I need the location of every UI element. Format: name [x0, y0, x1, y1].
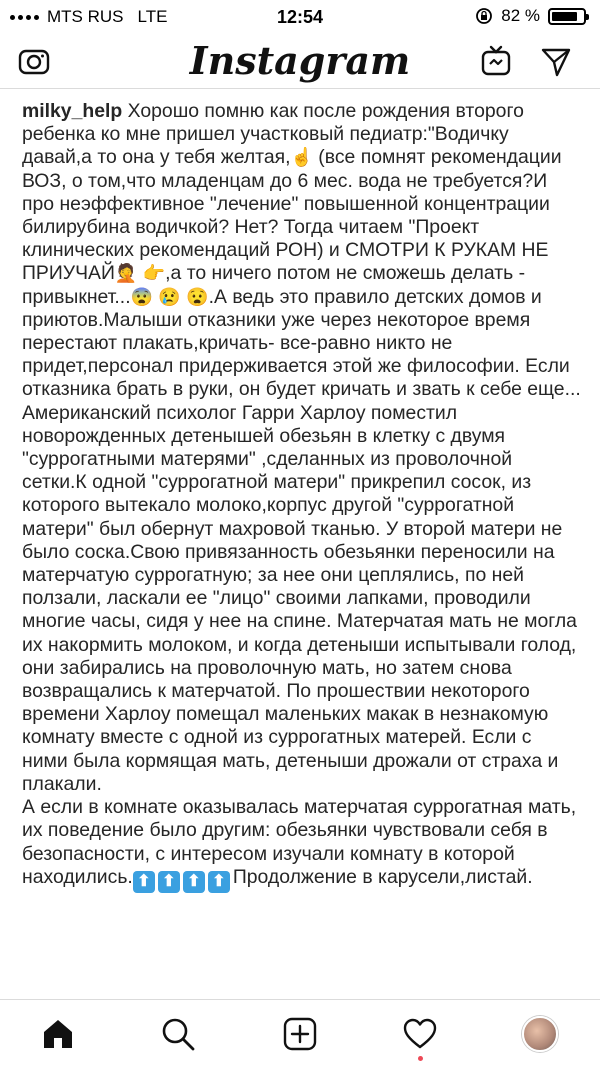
caption-text: Продолжение в карусели,листай.: [232, 865, 533, 888]
carrier-label: MTS RUS: [47, 7, 124, 26]
rotation-lock-icon: [475, 7, 493, 25]
post-caption: [22, 100, 582, 1000]
new-post-icon: [282, 1016, 318, 1052]
caption-text: ,а то ничего потом не сможешь делать - привыкнет...: [22, 262, 526, 308]
battery-icon: [548, 8, 586, 25]
status-bar: [0, 0, 600, 34]
username-link[interactable]: milky_help: [22, 100, 123, 122]
caption-text: Хорошо помню как после рождения второго ребенка ко мне пришел участковый педиатр:"Водичку давай,а то она у тебя желтая,: [22, 100, 524, 169]
clock: 12:54: [276, 7, 324, 27]
caption-text: находились.: [22, 865, 133, 888]
point-up-emoji: ☝: [290, 147, 313, 168]
caption-paragraph: [22, 796, 582, 893]
activity-tab[interactable]: [400, 1014, 440, 1054]
point-right-emoji: 👉: [142, 263, 166, 284]
network-label: LTE: [137, 7, 168, 26]
direct-icon[interactable]: [538, 43, 574, 79]
instagram-logo[interactable]: Instagram: [189, 38, 411, 83]
up-arrow-emoji: ⬆: [158, 871, 180, 893]
heart-icon: [402, 1016, 438, 1052]
scared-emoji: 😨: [130, 286, 154, 307]
battery-percent: 82 %: [501, 6, 540, 25]
notification-dot: [418, 1056, 423, 1061]
profile-tab[interactable]: [520, 1014, 560, 1054]
up-arrow-emoji: ⬆: [183, 871, 205, 893]
home-tab[interactable]: [38, 1014, 78, 1054]
search-tab[interactable]: [158, 1014, 198, 1054]
cry-emoji: 😢: [158, 286, 181, 307]
new-post-tab[interactable]: [280, 1014, 320, 1054]
caption-text: (все помнят рекомендации ВОЗ, о том,что младенцам до 6 мес. вода не требуется?И про неэффективное "лечение" повышенной концентрации билирубина водичкой? Нет? Тогда читаем "Проект клинических рекомендаций РОН) и СМОТРИ К РУКАМ НЕ ПРИУЧАЙ: [22, 146, 562, 285]
bottom-navigation: [0, 999, 600, 1066]
up-arrow-emoji: ⬆: [133, 871, 155, 893]
caption-text: А если в комнате оказывалась матерчатая суррогатная мать, их поведение было другим: обезьянки чувствовали себя в безопасности, с интересом изучали комнату в которой: [22, 796, 577, 865]
igtv-icon[interactable]: [478, 43, 514, 79]
caption-text: .А ведь это правило детских домов и приютов.Малыши отказники уже через некоторое время перестают плакать,кричать- все-равно никто не придет,персонал придерживается этой же философии. Если отказника брать в руки, он будет кричать и звать к себе еще...: [22, 285, 581, 401]
facepalm-emoji: 🤦: [114, 263, 138, 284]
up-arrow-emoji: ⬆: [208, 871, 230, 893]
search-icon: [160, 1016, 196, 1052]
home-icon: [40, 1016, 76, 1052]
worried-emoji: 😧: [186, 286, 209, 307]
caption-paragraph: Американский психолог Гарри Харлоу поместил новорожденных детенышей обезьян в клетку с двумя "суррогатными матерями" ,сделанных из проволочной сетки.К одной "суррогатной матери" прикрепил сосок, из которого вытекало молоко,корпус другой "суррогатной матери" был обернут махровой тканью. У второй матери не было соска.Свою привязанность обезьянки переносили на матерчатую суррогатную; за нее они цеплялись, по ней ползали, ласкали ее "лицо" своими лапками, проводили многие часы, сидя у нее на спине. Матерчатая мать не могла их накормить молоком, и когда детеныши испытывали голод, они забирались на проволочную мать, но затем снова возвращались к матерчатой. По прошествии некоторого времени Харлоу помещал маленьких макак в незнакомую комнату вместе с одной из суррогатных матерей. Если с ними была кормящая мать, детеныши дрожали от страха и плакали.: [22, 401, 577, 795]
profile-avatar: [522, 1016, 558, 1052]
top-navigation: [0, 34, 600, 89]
caption-paragraph: [22, 100, 582, 402]
